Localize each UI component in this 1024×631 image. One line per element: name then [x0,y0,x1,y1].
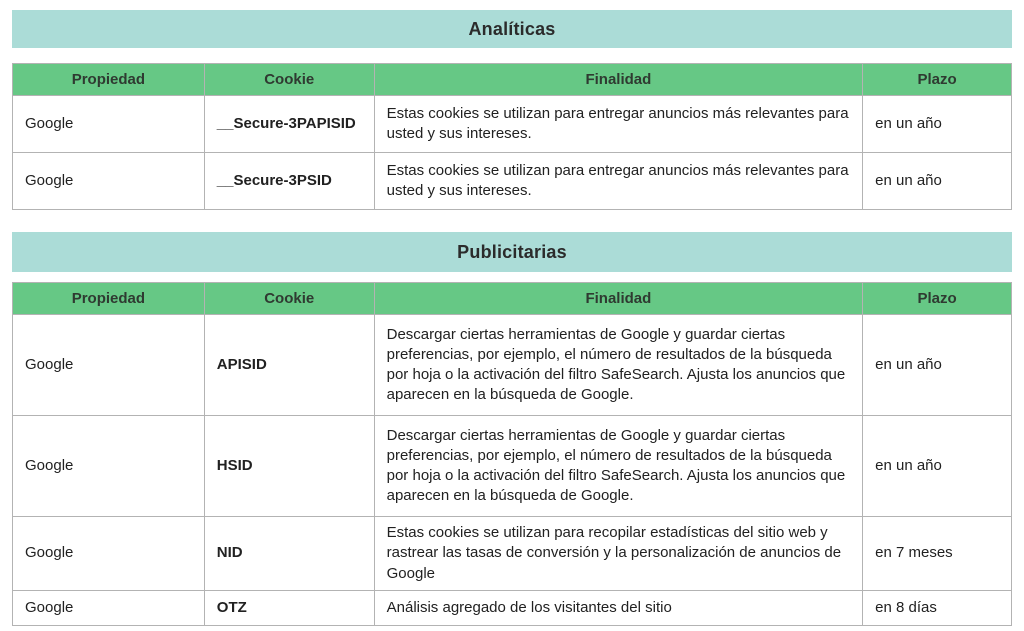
table-row [13,315,1012,416]
column-header-plazo: Plazo [863,64,1012,96]
column-header-finalidad: Finalidad [374,283,863,315]
cell-finalidad: Estas cookies se utilizan para recopilar estadísticas del sitio web y rastrear las tasas de conversión y la personalización de anuncios de Google [374,517,863,591]
cell-finalidad: Descargar ciertas herramientas de Google y guardar ciertas preferencias, por ejemplo, el número de resultados de la búsqueda por hoja o la activación del filtro SafeSearch. Ajusta los anuncios que aparecen en la búsqueda de Google. [374,416,863,517]
cell-propiedad: Google [13,315,205,416]
table-header-row [13,64,1012,96]
cell-plazo: en un año [863,153,1012,210]
cell-plazo: en 8 días [863,590,1012,625]
section-title-publicitarias [12,232,1012,272]
publicitarias-table [12,282,1012,626]
cell-finalidad: Estas cookies se utilizan para entregar anuncios más relevantes para usted y sus intereses. [374,153,863,210]
table-row [13,590,1012,625]
table-row [13,517,1012,591]
cell-propiedad: Google [13,590,205,625]
column-header-finalidad: Finalidad [374,64,863,96]
table-row [13,153,1012,210]
cell-cookie: __Secure-3PAPISID [204,96,374,153]
cell-cookie: HSID [204,416,374,517]
cell-plazo: en un año [863,416,1012,517]
section-title-text: Publicitarias [457,241,567,262]
cell-propiedad: Google [13,153,205,210]
cell-finalidad: Análisis agregado de los visitantes del sitio [374,590,863,625]
table-row [13,96,1012,153]
table-header-row [13,283,1012,315]
table-row [13,416,1012,517]
cell-propiedad: Google [13,96,205,153]
cell-propiedad: Google [13,416,205,517]
cell-finalidad: Estas cookies se utilizan para entregar anuncios más relevantes para usted y sus intereses. [374,96,863,153]
cell-plazo: en 7 meses [863,517,1012,591]
cell-cookie: APISID [204,315,374,416]
cell-plazo: en un año [863,315,1012,416]
cell-cookie: OTZ [204,590,374,625]
section-title-analiticas [12,10,1012,48]
analiticas-table [12,63,1012,210]
cell-finalidad: Descargar ciertas herramientas de Google y guardar ciertas preferencias, por ejemplo, el número de resultados de la búsqueda por hoja o la activación del filtro SafeSearch. Ajusta los anuncios que aparecen en la búsqueda de Google. [374,315,863,416]
column-header-cookie: Cookie [204,283,374,315]
cell-plazo: en un año [863,96,1012,153]
column-header-propiedad: Propiedad [13,64,205,96]
cell-cookie: __Secure-3PSID [204,153,374,210]
section-title-text: Analíticas [468,18,556,39]
cell-propiedad: Google [13,517,205,591]
cell-cookie: NID [204,517,374,591]
column-header-cookie: Cookie [204,64,374,96]
column-header-plazo: Plazo [863,283,1012,315]
column-header-propiedad: Propiedad [13,283,205,315]
